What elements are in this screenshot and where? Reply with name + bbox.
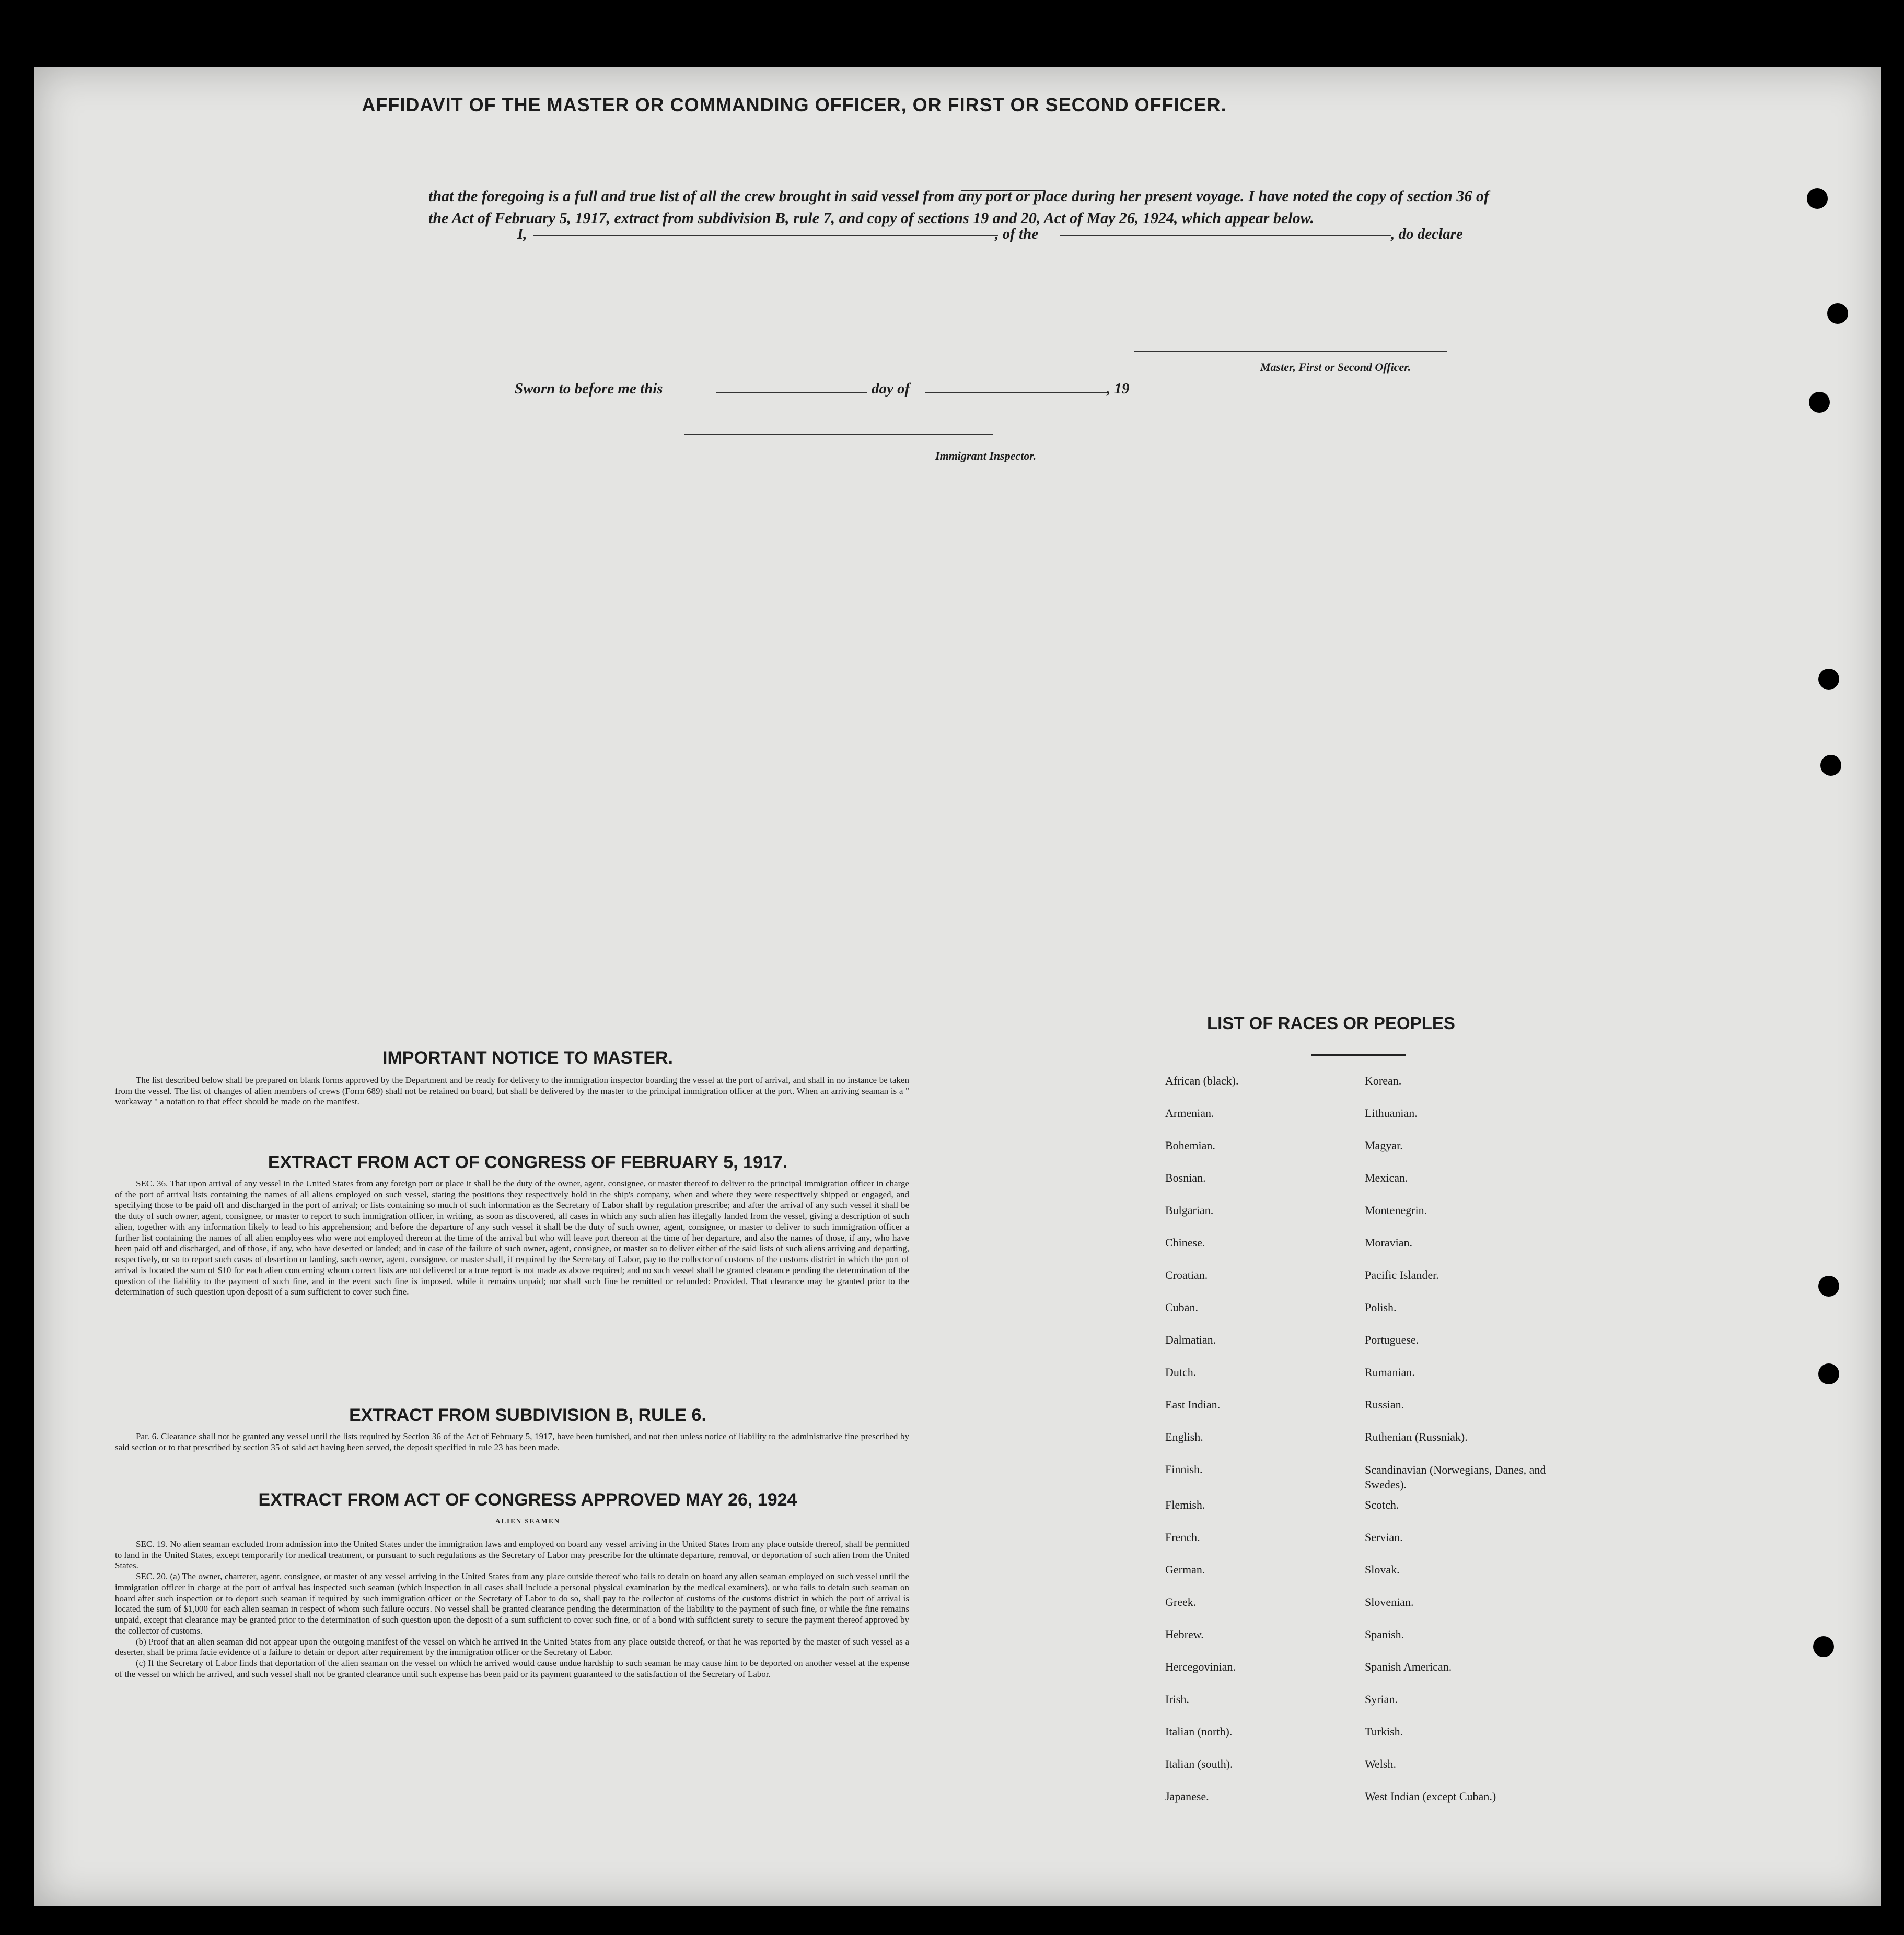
race-item: Hebrew. — [1165, 1628, 1204, 1641]
extract-1924-title: EXTRACT FROM ACT OF CONGRESS APPROVED MAY 26, 1924 — [258, 1490, 797, 1510]
section-20a-paragraph: SEC. 20. (a) The owner, charterer, agent, consignee, or master of any vessel arriving in the United States from any place outside thereof who fails to detain on board any alien seaman employed on such vessel until the immigration officer in charge at the port of arrival has inspected such seaman (which inspection in all cases shall include a personal physical examination by the medical examiners), or who fails to detain such seaman on board after such inspection or to deport such seaman if required by such immigration officer or the Secretary of Labor to do so, shall pay to the collector of customs of the customs district in which the port of arrival is located the sum of $1,000 for each alien seaman in respect of whom such failure occurs. No vessel shall be granted clearance pending the determination of the liability to the payment of such fine, or while the fine remains unpaid, except that clearance may be granted prior to the determination of such question upon the deposit of a sum sufficient to cover such fine, or of a bond with sufficient surety to secure the payment thereof approved by the collector of customs. — [115, 1571, 909, 1636]
race-item: French. — [1165, 1531, 1200, 1544]
extract-1917-title: EXTRACT FROM ACT OF CONGRESS OF FEBRUARY 5, 1917. — [268, 1152, 788, 1172]
race-item: Hercegovinian. — [1165, 1660, 1236, 1673]
race-item: East Indian. — [1165, 1398, 1221, 1411]
punch-hole — [1809, 392, 1830, 413]
sworn-month-field[interactable] — [925, 392, 1108, 393]
race-item: Finnish. — [1165, 1463, 1203, 1476]
race-item: Slovenian. — [1365, 1595, 1414, 1608]
race-item: Rumanian. — [1365, 1366, 1415, 1379]
punch-hole — [1827, 303, 1848, 324]
race-item: African (black). — [1165, 1074, 1239, 1087]
section-20b-paragraph: (b) Proof that an alien seaman did not appear upon the outgoing manifest of the vessel on which he arrived in the United States from any place outside thereof, or that he was reported by the master of such vessel as a deserter, shall be prima facie evidence of a failure to detain or deport after requirement by the immigration officer or the Secretary of Labor. — [115, 1636, 909, 1658]
sworn-day-field[interactable] — [716, 392, 867, 393]
race-item: Bosnian. — [1165, 1171, 1206, 1184]
race-item: Flemish. — [1165, 1498, 1205, 1511]
year-label: , 19 — [1107, 380, 1130, 397]
race-item: Portuguese. — [1365, 1333, 1419, 1346]
race-item: Servian. — [1365, 1531, 1403, 1544]
punch-hole — [1818, 1276, 1839, 1297]
punch-hole — [1807, 188, 1828, 209]
race-item: Chinese. — [1165, 1236, 1205, 1249]
sworn-label: Sworn to before me this — [515, 380, 663, 397]
extract-1917-text — [115, 1179, 909, 1298]
race-item: Turkish. — [1365, 1725, 1403, 1738]
race-item: Korean. — [1365, 1074, 1402, 1087]
race-item: Moravian. — [1365, 1236, 1413, 1249]
race-item: Mexican. — [1365, 1171, 1408, 1184]
inspector-caption: Immigrant Inspector. — [935, 449, 1037, 462]
race-item: German. — [1165, 1563, 1205, 1576]
race-item: English. — [1165, 1430, 1203, 1443]
race-item: Cuban. — [1165, 1301, 1198, 1314]
race-item: Bohemian. — [1165, 1139, 1215, 1152]
declarant-prefix: I, — [517, 226, 527, 242]
race-item: Slovak. — [1365, 1563, 1400, 1576]
races-title-underline — [1311, 1054, 1406, 1056]
do-declare-label: , do declare — [1391, 226, 1463, 242]
alien-seamen-subtitle: ALIEN SEAMEN — [495, 1517, 561, 1525]
race-item: Spanish. — [1365, 1628, 1404, 1641]
notice-text — [115, 1075, 909, 1108]
race-item: Scandinavian (Norwegians, Danes, and Swedes). — [1365, 1463, 1546, 1491]
officer-signature-field[interactable] — [1134, 351, 1447, 352]
race-item: Pacific Islander. — [1365, 1268, 1439, 1281]
race-item: Armenian. — [1165, 1106, 1214, 1120]
section-19-paragraph: SEC. 19. No alien seaman excluded from admission into the United States under the immigration laws and employed on board any vessel arriving in the United States from any place outside thereof, shall be permitted to land in the United States, except temporarily for medical treatment, or pursuant to such regulations as the Secretary of Labor may prescribe for the ultimate departure, removal, or deportation of such alien from the United States. — [115, 1539, 909, 1571]
section-20c-paragraph: (c) If the Secretary of Labor finds that deportation of the alien seaman on the vessel on which he arrived would cause undue hardship to such seaman he may cause him to be deported on another vessel at the expense of the vessel on which he arrived, and such vessel shall not be granted clearance until such expense has been paid or its payment guaranteed to the satisfaction of the Secretary of Labor. — [115, 1658, 909, 1679]
race-item: Greek. — [1165, 1595, 1197, 1608]
punch-hole — [1818, 669, 1839, 690]
race-item: Italian (south). — [1165, 1757, 1233, 1770]
officer-signature-caption: Master, First or Second Officer. — [1260, 360, 1411, 374]
rule-6-paragraph: Par. 6. Clearance shall not be granted any vessel until the lists required by Section 36 of the Act of February 5, 1917, have been furnished, and not then unless notice of liability to the administrative fine prescribed by said section or to that prescribed by section 35 of said act having been served, the deposit specified in rule 23 has been made. — [115, 1431, 909, 1452]
extract-rule6-text — [115, 1431, 909, 1453]
race-item: Dutch. — [1165, 1366, 1197, 1379]
affidavit-title: AFFIDAVIT OF THE MASTER OR COMMANDING OFFICER, OR FIRST OR SECOND OFFICER. — [362, 94, 1227, 115]
day-of-label: day of — [872, 380, 910, 397]
notice-paragraph: The list described below shall be prepared on blank forms approved by the Department and be ready for delivery to the immigration inspector boarding the vessel at the port of arrival, and shall in no instance be taken from the vessel. The list of changes of alien members of crews (Form 689) shall not be retained on board, but shall be delivered by the master to the principal immigration officer at the port. When an arriving seaman is a " workaway " a notation to that effect should be made on the manifest. — [115, 1075, 909, 1107]
vessel-name-field[interactable] — [1060, 235, 1391, 236]
race-item: Ruthenian (Russniak). — [1365, 1430, 1468, 1443]
race-item: Lithuanian. — [1365, 1106, 1418, 1120]
declarant-name-field[interactable] — [533, 235, 998, 236]
punch-hole — [1813, 1636, 1834, 1657]
race-item: Spanish American. — [1365, 1660, 1452, 1673]
race-item: Syrian. — [1365, 1693, 1398, 1706]
race-item: Magyar. — [1365, 1139, 1403, 1152]
race-item: Welsh. — [1365, 1757, 1396, 1770]
affidavit-statement: that the foregoing is a full and true list of all the crew brought in said vessel from any port or place during her present voyage. I have noted the copy of section 36 of the Act of February 5, 1917, extract from subdivision B, rule 7, and copy of sections 19 and 20, Act of May 26, 1924, which appear below. — [428, 188, 1489, 227]
race-item: Polish. — [1365, 1301, 1397, 1314]
extract-1924-text — [115, 1539, 909, 1680]
race-item: West Indian (except Cuban.) — [1365, 1790, 1496, 1803]
punch-hole — [1820, 755, 1841, 776]
section-36-paragraph: SEC. 36. That upon arrival of any vessel in the United States from any foreign port or place it shall be the duty of the owner, agent, consignee, or master thereof to deliver to the principal immigration officer in charge of the port of arrival lists containing the names of all aliens employed on such vessel, stating the positions they respectively hold in the ship's company, when and where they were respectively shipped or engaged, and specifying those to be paid off and discharged in the port of arrival; or lists containing so much of such information as the Secretary of Labor shall by regulation prescribe; and after the arrival of any such vessel it shall be the duty of such owner, agent, consignee, or master to report to such immigration officer, in writing, as soon as discovered, all cases in which any such alien has illegally landed from the vessel, giving a description of such alien, together with any information likely to lead to his apprehension; and before the departure of any such vessel it shall be the duty of such owner, agent, consignee, or master to deliver to such immigration officer a further list containing the names of all alien employees who were not employed thereon at the time of the arrival but who will leave port thereon at the time of her departure, and also the names of those, if any, who have been paid off and discharged, and of those, if any, who have deserted or landed; and in case of the failure of such owner, agent, consignee, or master so to deliver either of the said lists of such aliens arriving and departing, respectively, or so to report such cases of desertion or landing, such owner, agent, consignee, or master shall, if required by the Secretary of Labor, pay to the collector of customs of the customs district in which the port of arrival is located the sum of $10 for each alien concerning whom correct lists are not delivered or a true report is not made as above required; and no such vessel shall be granted clearance pending the determination of the question of the liability to the payment of such fine, and in the event such fine is imposed, while it remains unpaid; nor shall such fine be remitted or refunded: Provided, That clearance may be granted prior to the determination of such question upon deposit of a sum sufficient to cover such fine. — [115, 1179, 909, 1297]
race-item: Japanese. — [1165, 1790, 1209, 1803]
races-title: LIST OF RACES OR PEOPLES — [1207, 1013, 1455, 1033]
race-item: Bulgarian. — [1165, 1204, 1214, 1217]
race-item: Scotch. — [1365, 1498, 1399, 1511]
punch-hole — [1818, 1363, 1839, 1384]
race-item: Croatian. — [1165, 1268, 1208, 1281]
notice-title: IMPORTANT NOTICE TO MASTER. — [382, 1048, 673, 1068]
race-item: Irish. — [1165, 1693, 1189, 1706]
race-item: Montenegrin. — [1365, 1204, 1427, 1217]
inspector-signature-field[interactable] — [684, 434, 993, 435]
race-item: Italian (north). — [1165, 1725, 1233, 1738]
race-item: Russian. — [1365, 1398, 1404, 1411]
race-item: Dalmatian. — [1165, 1333, 1216, 1346]
extract-rule6-title: EXTRACT FROM SUBDIVISION B, RULE 6. — [349, 1405, 706, 1425]
of-the-label: , of the — [995, 226, 1038, 242]
